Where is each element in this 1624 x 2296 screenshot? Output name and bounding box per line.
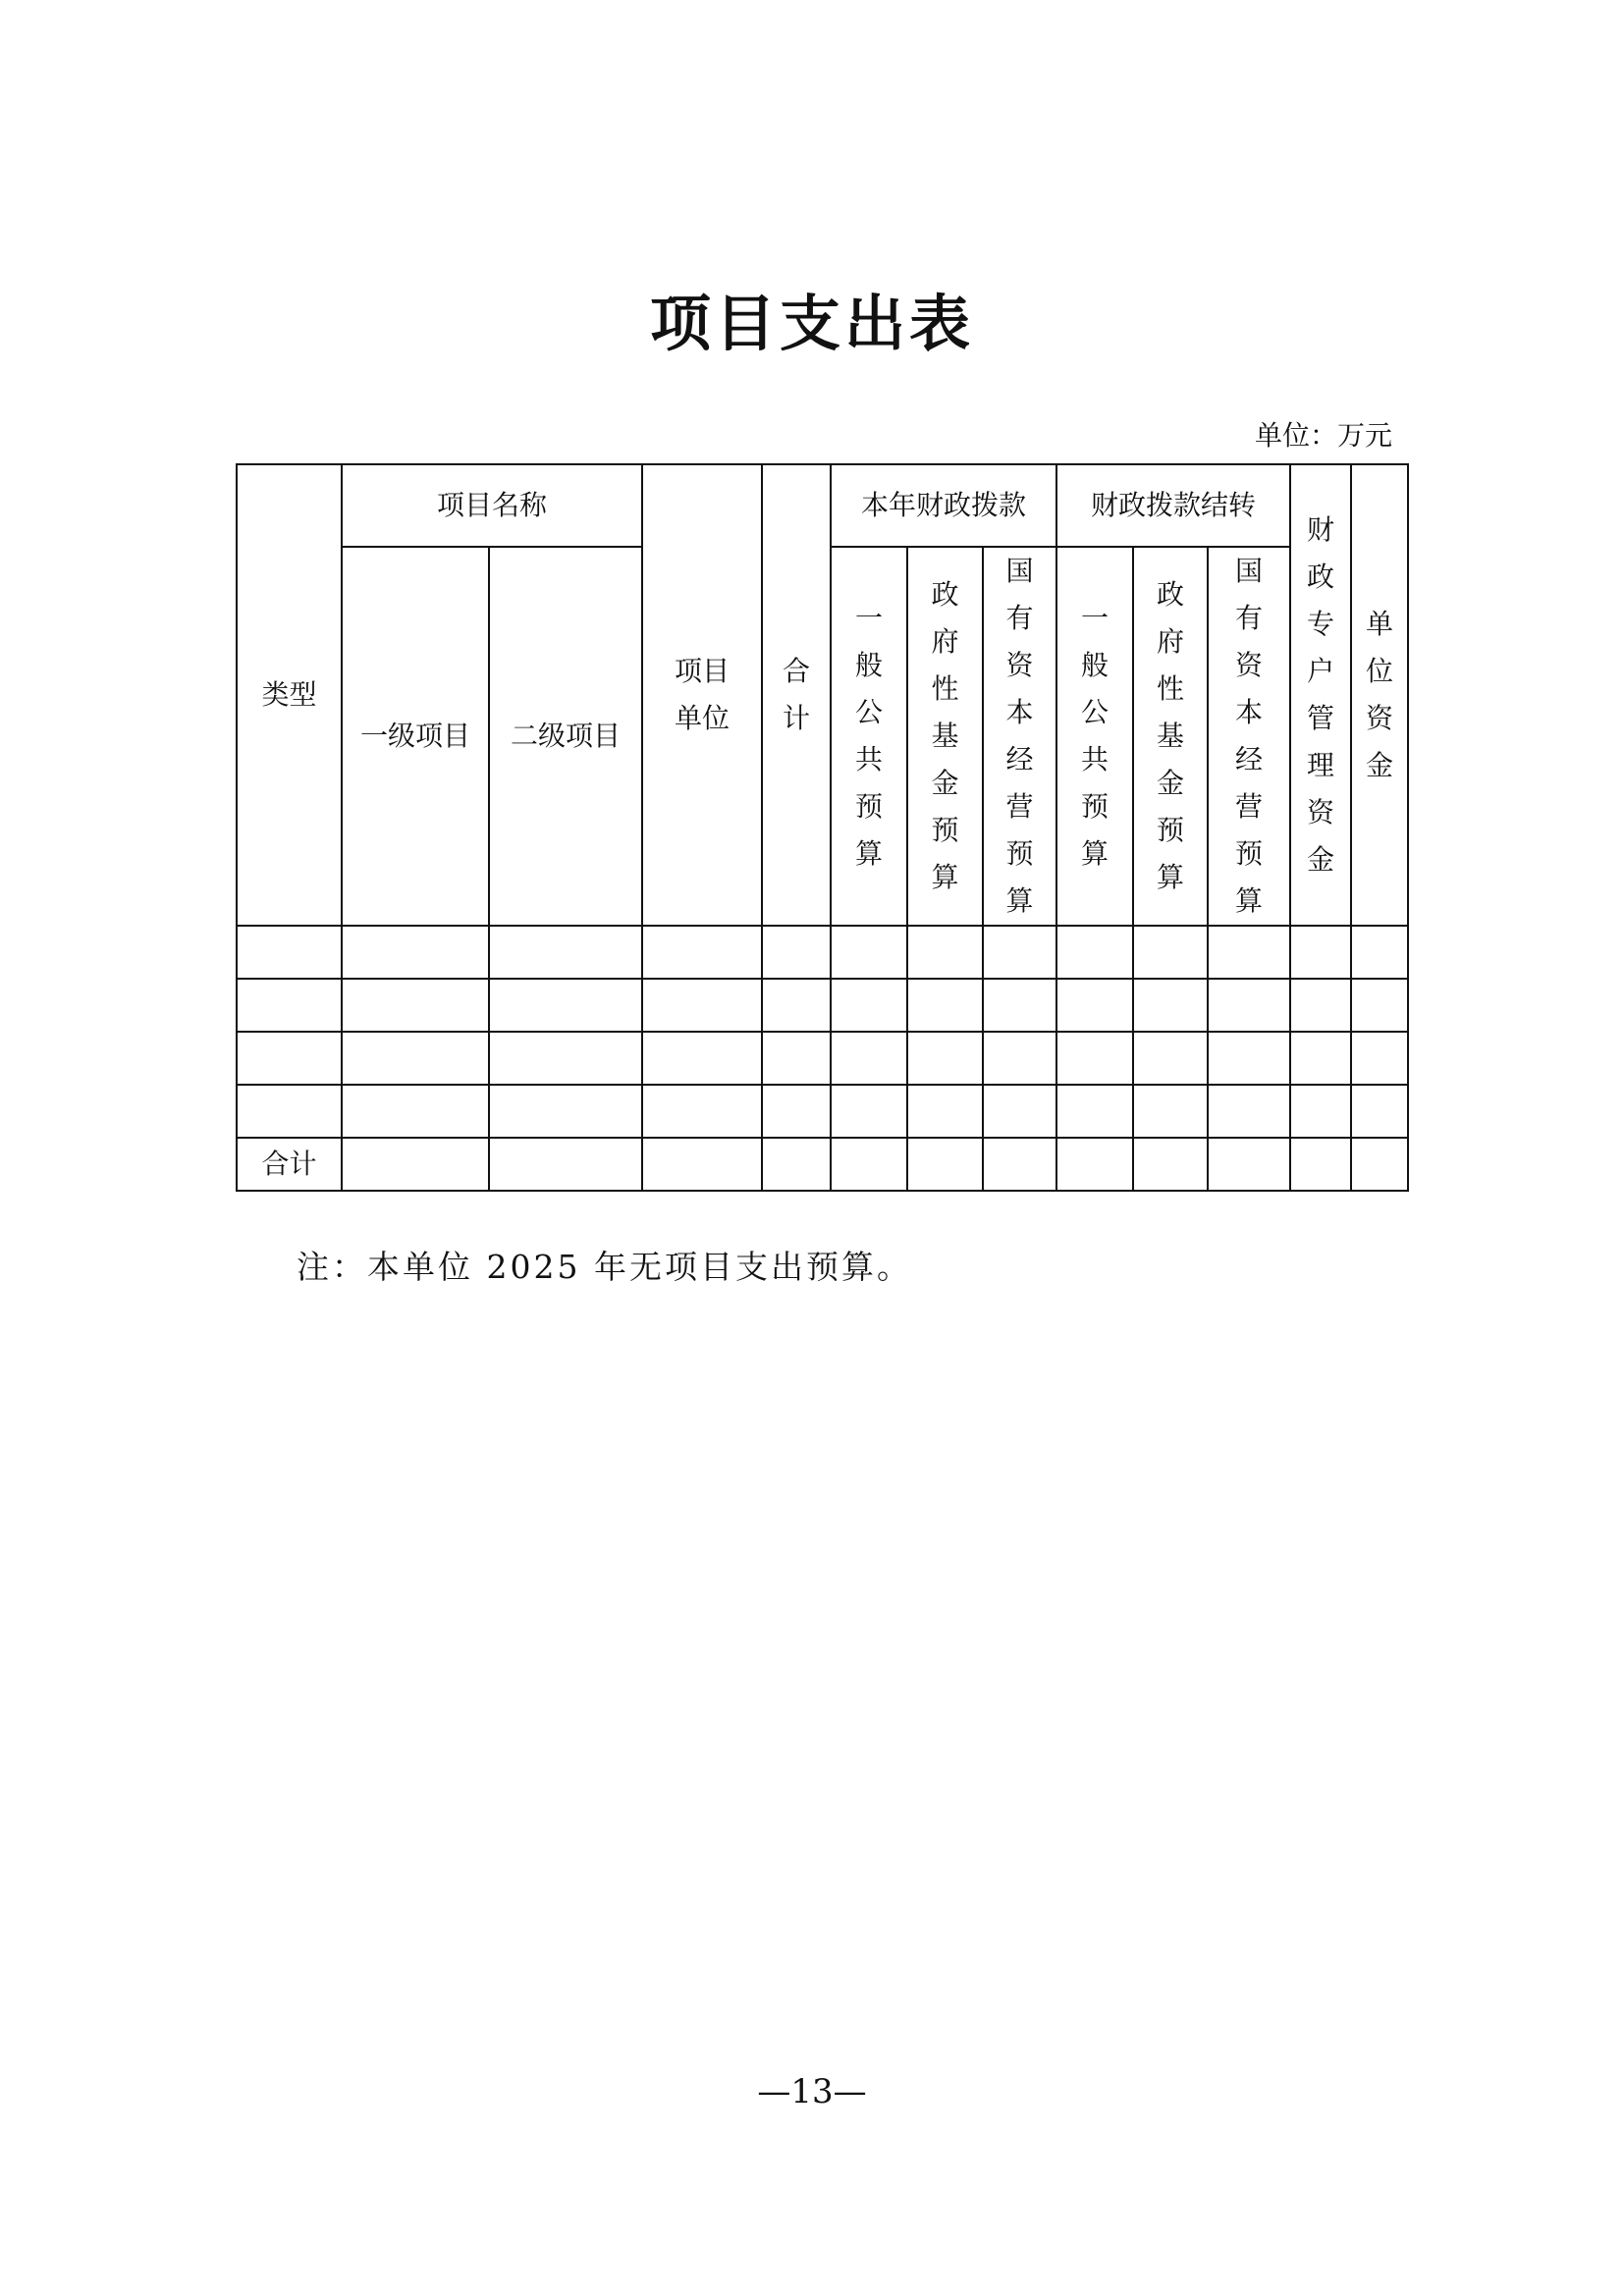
- cell-type: [237, 979, 342, 1032]
- header-level2-project: 二级项目: [489, 547, 642, 926]
- footnote: 注：本单位 2025 年无项目支出预算。: [297, 1248, 912, 1286]
- table-row: [237, 926, 1408, 979]
- header-level1-project: 一级项目: [342, 547, 489, 926]
- header-appropriation-carryover: 财政拨款结转: [1056, 464, 1290, 547]
- header-carryover-gov-fund-budget: 政府性基金预算: [1133, 547, 1208, 926]
- header-carryover-state-capital-budget: 国有资本经营预算: [1208, 547, 1290, 926]
- header-current-state-capital-budget: 国有资本经营预算: [983, 547, 1056, 926]
- header-row-1: [237, 464, 1408, 547]
- header-carryover-general-public-budget: 一般公共预算: [1056, 547, 1133, 926]
- header-current-general-public-budget: 一般公共预算: [831, 547, 907, 926]
- table-row: [237, 1085, 1408, 1138]
- table-row: [237, 979, 1408, 1032]
- header-total: 合计: [762, 464, 831, 926]
- header-type: 类型: [237, 464, 342, 926]
- table-row: [237, 1032, 1408, 1085]
- cell-type: [237, 1032, 342, 1085]
- total-row-label: 合计: [237, 1138, 342, 1191]
- total-row: [237, 1138, 1408, 1191]
- cell-type: [237, 926, 342, 979]
- unit-label: 单位：万元: [1254, 419, 1392, 452]
- header-project-name: 项目名称: [342, 464, 642, 547]
- project-expenditure-table: [236, 463, 1409, 1192]
- cell-type: [237, 1085, 342, 1138]
- header-project-unit: 项目单位: [642, 464, 762, 926]
- header-current-year-appropriation: 本年财政拨款: [831, 464, 1056, 547]
- header-fiscal-special-account: 财政专户管理资金: [1290, 464, 1351, 926]
- page-number: —13—: [757, 2072, 867, 2111]
- header-current-gov-fund-budget: 政府性基金预算: [907, 547, 983, 926]
- header-unit-funds: 单位资金: [1351, 464, 1408, 926]
- page-title: 项目支出表: [649, 288, 974, 359]
